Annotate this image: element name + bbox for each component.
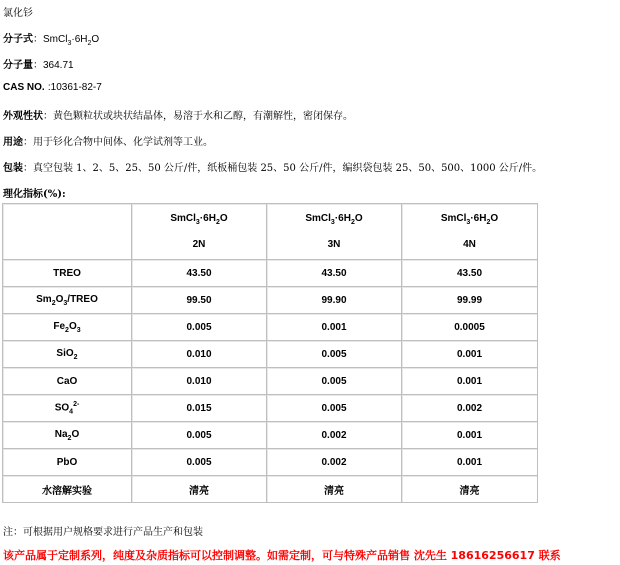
packing-line xyxy=(3,159,542,174)
row-label-cell: TREO xyxy=(3,260,132,287)
row-label-cell: $SO_4^{2-}$ xyxy=(3,395,132,422)
row-label-cell: 水溶解实验 xyxy=(3,476,132,503)
header-cell-2n: $SmCl_3\cdot 6H_2O$ 2N xyxy=(132,204,267,260)
header-cell-4n: $SmCl_3\cdot 6H_2O$ 4N xyxy=(402,204,538,260)
formula-line: 分子式：$SmCl_3\cdot 6H_2O$ xyxy=(3,34,100,47)
row-label-cell: $Na_2O$ xyxy=(3,422,132,449)
weight-line: 分子量：364.71 xyxy=(3,60,74,71)
value-cell: 0.010 xyxy=(132,368,267,395)
table-row xyxy=(3,368,538,395)
product-title: 氯化钐 xyxy=(3,8,33,19)
table-row xyxy=(3,260,538,287)
header-cell-3n: $SmCl_3\cdot 6H_2O$ 3N xyxy=(267,204,402,260)
value-cell: 0.005 xyxy=(267,341,402,368)
value-cell: 0.005 xyxy=(132,449,267,476)
value-cell: 0.001 xyxy=(267,314,402,341)
value-cell: 清亮 xyxy=(402,476,538,503)
value-cell: 0.002 xyxy=(267,449,402,476)
value-cell: 0.005 xyxy=(132,314,267,341)
value-cell: 清亮 xyxy=(267,476,402,503)
value-cell: 0.015 xyxy=(132,395,267,422)
table-row xyxy=(3,422,538,449)
table-row xyxy=(3,476,538,503)
usage-label: 用途 xyxy=(3,137,23,148)
value-cell: 0.002 xyxy=(402,395,538,422)
row-label-cell: $Sm_2O_3$/TREO xyxy=(3,287,132,314)
row-label-cell: CaO xyxy=(3,368,132,395)
table-row xyxy=(3,395,538,422)
appearance-label: 外观性状 xyxy=(3,111,43,122)
value-cell: 99.99 xyxy=(402,287,538,314)
note-text: 注：可根据用户规格要求进行产品生产和包装 xyxy=(3,527,203,538)
value-cell: 0.001 xyxy=(402,341,538,368)
value-cell: 0.0005 xyxy=(402,314,538,341)
formula-value: $SmCl_3\cdot 6H_2O$ xyxy=(43,34,100,47)
value-cell: 99.50 xyxy=(132,287,267,314)
weight-value: 364.71 xyxy=(43,60,74,71)
value-cell: 0.001 xyxy=(402,422,538,449)
header-empty-cell xyxy=(3,204,132,260)
packing-text: ：真空包装 1、2、5、25、50 公斤/件，纸板桶包装 25、50 公斤/件，编织袋包装 25、50、500、1000 公斤/件。 xyxy=(23,163,543,174)
table-row xyxy=(3,341,538,368)
value-cell: 0.005 xyxy=(132,422,267,449)
row-label-cell: SiO$_2$ xyxy=(3,341,132,368)
value-cell: 0.001 xyxy=(402,368,538,395)
value-cell: 0.005 xyxy=(267,368,402,395)
row-label-cell: $Fe_2O_3$ xyxy=(3,314,132,341)
value-cell: 99.90 xyxy=(267,287,402,314)
cas-value: :10361-82-7 xyxy=(47,82,102,93)
packing-label: 包装 xyxy=(3,163,23,174)
value-cell: 43.50 xyxy=(402,260,538,287)
formula-label: 分子式 xyxy=(3,34,33,45)
table-row xyxy=(3,287,538,314)
weight-label: 分子量 xyxy=(3,60,33,71)
table-header-row xyxy=(3,204,538,260)
value-cell: 43.50 xyxy=(132,260,267,287)
value-cell: 0.005 xyxy=(267,395,402,422)
value-cell: 0.010 xyxy=(132,341,267,368)
row-label-cell: PbO xyxy=(3,449,132,476)
appearance-text: ：黄色颗粒状或块状结晶体，易溶于水和乙醇，有潮解性，密闭保存。 xyxy=(43,111,353,122)
cas-label: CAS NO. xyxy=(3,82,45,93)
usage-line xyxy=(3,133,213,148)
value-cell: 0.002 xyxy=(267,422,402,449)
custom-order-notice: 该产品属于定制系列，纯度及杂质指标可以控制调整。如需定制，可与特殊产品销售 沈先生 18616256617 联系 xyxy=(3,549,561,562)
appearance-line xyxy=(3,107,353,122)
spec-table xyxy=(2,203,538,503)
table-row xyxy=(3,449,538,476)
value-cell: 清亮 xyxy=(132,476,267,503)
specs-title: 理化指标(%): xyxy=(3,189,66,200)
value-cell: 0.001 xyxy=(402,449,538,476)
usage-text: ：用于钐化合物中间体、化学试剂等工业。 xyxy=(23,137,213,148)
cas-line xyxy=(3,82,102,93)
table-row xyxy=(3,314,538,341)
value-cell: 43.50 xyxy=(267,260,402,287)
